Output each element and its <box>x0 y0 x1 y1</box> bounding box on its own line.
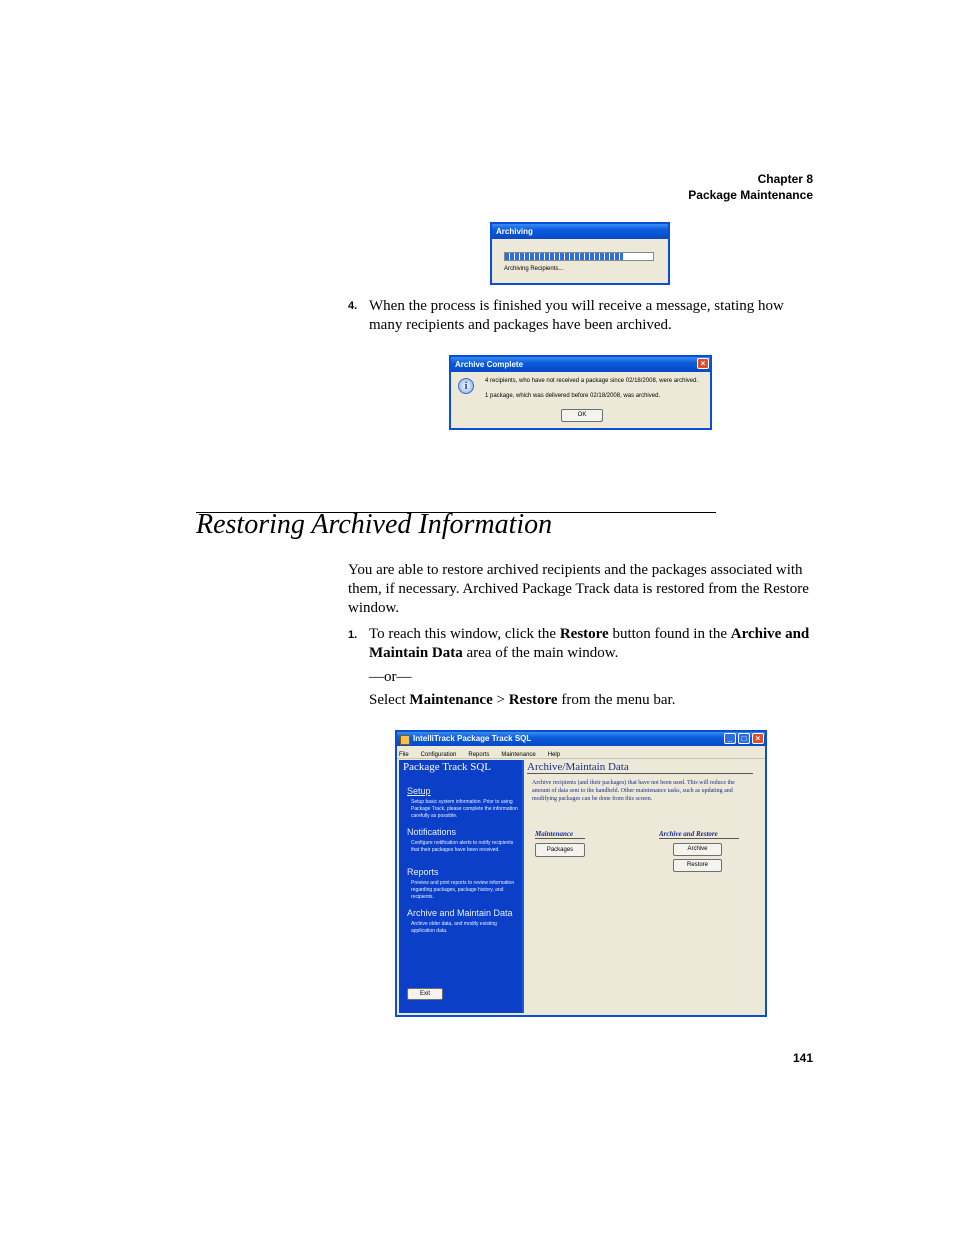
sidebar-reports-text: Preview and print reports to review information regarding packages, package history, and recipients. <box>411 880 515 900</box>
step1-bold-restore: Restore <box>559 626 609 642</box>
step1-text-b: button found in the <box>608 626 731 642</box>
main-description: Archive recipients (and their packages) that have not been used. This will reduce the amount of data sent to the handheld. Other maintenance tasks, such as updating and modifying packages can be done from this screen. <box>532 780 735 802</box>
app-window-title: IntelliTrack Package Track SQL <box>413 734 532 743</box>
menu-file[interactable]: File <box>399 752 409 758</box>
archive-complete-title: Archive Complete <box>455 360 524 369</box>
menu-reports[interactable]: Reports <box>468 752 490 758</box>
alt-bold-restore: Restore <box>508 692 558 708</box>
archive-complete-line2: 1 package, which was delivered before 02/18/2008, was archived. <box>485 393 661 399</box>
app-icon <box>400 735 410 745</box>
archive-button[interactable]: Archive <box>673 843 722 856</box>
section-title: Restoring Archived Information <box>196 509 553 540</box>
sidebar-notifications-link[interactable]: Notifications <box>407 827 457 837</box>
step1-text <box>369 625 815 663</box>
menu-maintenance[interactable]: Maintenance <box>501 752 536 758</box>
sidebar-archive-link[interactable]: Archive and Maintain Data <box>407 908 513 918</box>
ok-button[interactable]: OK <box>561 409 603 422</box>
step1-number: 1. <box>348 629 358 641</box>
step4-number: 4. <box>348 300 358 312</box>
sidebar-setup-link[interactable]: Setup <box>407 786 431 796</box>
restore-button[interactable]: Restore <box>673 859 722 872</box>
step1-bold-archive-maintain: Archive and Maintain Data <box>369 626 810 661</box>
sidebar-setup-text: Setup basic system information. Prior to using Package Track, please complete the information carefully as possible. <box>411 799 518 819</box>
alt-sep: > <box>492 692 509 708</box>
archiving-progress-fill <box>505 253 623 260</box>
archive-complete-dialog <box>449 355 712 430</box>
sidebar-title: Package Track SQL <box>403 761 491 773</box>
intro-paragraph: You are able to restore archived recipients and the packages associated with them, if necessary. Archived Package Track data is restored from the Restore window. <box>348 562 809 616</box>
archiving-dialog <box>490 222 670 285</box>
packages-button[interactable]: Packages <box>535 843 585 857</box>
alt-text-a: Select <box>369 692 410 708</box>
app-window <box>395 730 767 1017</box>
sidebar-notifications-text: Configure notification alerts to notify recipients that their packages have been received. <box>411 840 514 853</box>
step4-text: When the process is finished you will receive a message, stating how many recipients and packages have been archived. <box>369 298 784 333</box>
main-title-rule <box>527 773 753 774</box>
archive-restore-heading: Archive and Restore <box>659 830 739 839</box>
sidebar-reports-link[interactable]: Reports <box>407 867 439 877</box>
alt-bold-maintenance: Maintenance <box>409 692 493 708</box>
archiving-status: Archiving Recipients... <box>504 266 564 272</box>
menu-bar <box>397 746 765 759</box>
section-label: Package Maintenance <box>688 188 813 202</box>
chapter-label: Chapter 8 <box>757 172 813 186</box>
step1-text-a: To reach this window, click the <box>369 626 560 642</box>
exit-button[interactable]: Exit <box>407 988 443 1000</box>
alt-text-c: from the menu bar. <box>557 692 676 708</box>
maintenance-heading: Maintenance <box>535 830 585 839</box>
step1-text-c: area of the main window. <box>462 645 619 661</box>
menu-help[interactable]: Help <box>547 752 561 758</box>
sidebar <box>399 760 524 1013</box>
archiving-progress-bar <box>504 252 654 261</box>
sidebar-archive-text: Archive older data, and modify existing application data. <box>411 921 497 934</box>
or-separator: —or— <box>369 669 412 685</box>
main-title: Archive/Maintain Data <box>527 761 629 773</box>
archiving-dialog-title: Archiving <box>492 224 668 239</box>
close-icon[interactable]: × <box>752 733 764 744</box>
minimize-icon[interactable]: _ <box>724 733 736 744</box>
step1-alt-text <box>369 691 675 710</box>
menu-configuration[interactable]: Configuration <box>420 752 457 758</box>
info-icon: i <box>458 378 474 394</box>
maximize-icon[interactable]: □ <box>738 733 750 744</box>
page-number: 141 <box>792 1051 813 1065</box>
archive-complete-line1: 4 recipients, who have not received a package since 02/18/2008, were archived. <box>485 378 699 384</box>
close-icon[interactable]: × <box>697 358 709 369</box>
